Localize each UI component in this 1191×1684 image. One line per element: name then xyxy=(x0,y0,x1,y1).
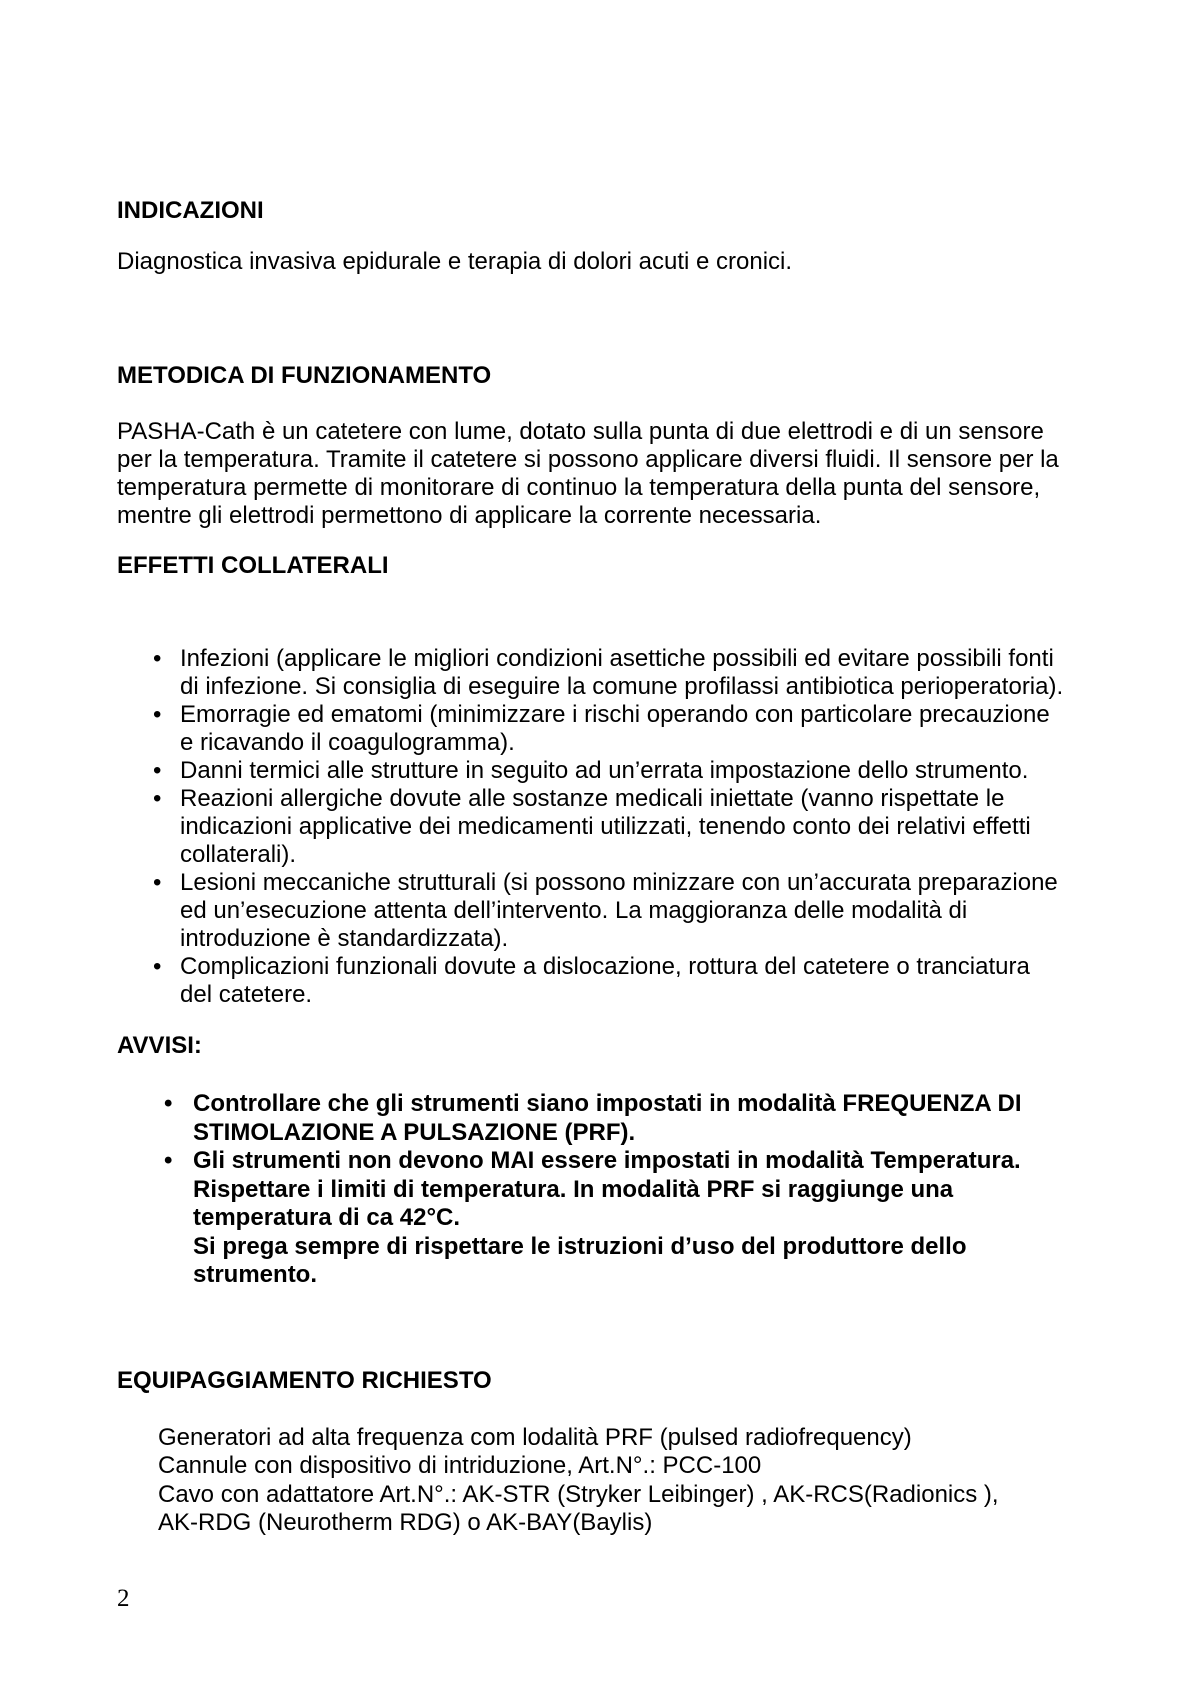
text-line: Emorragie ed ematomi (minimizzare i rischi operando con particolare precauzione xyxy=(180,701,1050,728)
bullet-item xyxy=(117,869,1081,953)
heading-avvisi: AVVISI: xyxy=(117,1032,202,1059)
bullet-item xyxy=(117,1147,1081,1290)
bullet-list-avvisi xyxy=(117,1090,1081,1290)
text-line: temperatura di ca 42°C. xyxy=(193,1204,461,1231)
text-line: Generatori ad alta frequenza com lodalità PRF (pulsed radiofrequency) xyxy=(158,1423,912,1451)
text-line: introduzione è standardizzata). xyxy=(180,925,509,952)
text-line: strumento. xyxy=(193,1261,318,1288)
text-line: Cavo con adattatore Art.N°.: AK-STR (Stryker Leibinger) , AK-RCS(Radionics ), xyxy=(158,1480,999,1508)
text-line: e ricavando il coagulogramma). xyxy=(180,729,515,756)
heading-equipaggiamento: EQUIPAGGIAMENTO RICHIESTO xyxy=(117,1366,492,1394)
page-number: 2 xyxy=(117,1584,130,1612)
text-line: Cannule con dispositivo di intriduzione, Art.N°.: PCC-100 xyxy=(158,1452,762,1479)
text-line: Infezioni (applicare le migliori condizioni asettiche possibili ed evitare possibili fonti xyxy=(180,645,1054,672)
text-line: Lesioni meccaniche strutturali (si possono minizzare con un’accurata preparazione xyxy=(180,869,1058,896)
text-line: Gli strumenti non devono MAI essere impostati in modalità Temperatura. xyxy=(193,1147,1021,1174)
text-line: di infezione. Si consiglia di eseguire la comune profilassi antibiotica perioperatoria). xyxy=(180,673,1064,700)
bullet-icon: • xyxy=(164,1090,173,1117)
bullet-item xyxy=(117,757,1081,785)
heading-metodica: METODICA DI FUNZIONAMENTO xyxy=(117,362,492,389)
bullet-icon: • xyxy=(153,645,162,672)
text-line: collaterali). xyxy=(180,841,297,868)
heading-indicazioni: INDICAZIONI xyxy=(117,197,264,224)
text-line: AK-RDG (Neurotherm RDG) o AK-BAY(Baylis) xyxy=(158,1509,653,1536)
text-line: Si prega sempre di rispettare le istruzioni d’uso del produttore dello xyxy=(193,1232,967,1260)
bullet-list-effetti xyxy=(117,645,1081,1009)
list-equipaggiamento xyxy=(117,1424,1081,1538)
text-line: STIMOLAZIONE A PULSAZIONE (PRF). xyxy=(193,1118,636,1146)
text-line: Reazioni allergiche dovute alle sostanze medicali iniettate (vanno rispettate le xyxy=(180,785,1005,812)
text-line: Danni termici alle strutture in seguito ad un’errata impostazione dello strumento. xyxy=(180,757,1029,784)
section-avvisi xyxy=(117,1032,1081,1290)
bullet-icon: • xyxy=(164,1147,173,1174)
text-line: indicazioni applicative dei medicamenti utilizzati, tenendo conto dei relativi effetti xyxy=(180,813,1031,840)
text-line: del catetere. xyxy=(180,981,313,1008)
bullet-icon: • xyxy=(153,701,162,728)
text-line: Rispettare i limiti di temperatura. In modalità PRF si raggiunge una xyxy=(193,1175,954,1203)
text-line: Controllare che gli strumenti siano impostati in modalità FREQUENZA DI xyxy=(193,1090,1022,1117)
text-line: mentre gli elettrodi permettono di applicare la corrente necessaria. xyxy=(117,502,822,529)
bullet-icon: • xyxy=(153,869,162,896)
bullet-item xyxy=(117,645,1081,701)
section-equipaggiamento xyxy=(117,1367,1081,1538)
text-line: Complicazioni funzionali dovute a dislocazione, rottura del catetere o tranciatura xyxy=(180,953,1030,980)
text-line: temperatura permette di monitorare di continuo la temperatura della punta del sensore, xyxy=(117,474,1041,501)
bullet-icon: • xyxy=(153,953,162,980)
section-indicazioni xyxy=(117,197,1081,276)
paragraph-metodica xyxy=(117,418,1081,530)
bullet-icon: • xyxy=(153,757,162,784)
bullet-item xyxy=(117,785,1081,869)
text-line: Diagnostica invasiva epidurale e terapia di dolori acuti e cronici. xyxy=(117,248,793,275)
section-effetti-collaterali xyxy=(117,552,1081,1009)
text-line: PASHA-Cath è un catetere con lume, dotato sulla punta di due elettrodi e di un sensore xyxy=(117,418,1044,445)
text-line: per la temperatura. Tramite il catetere si possono applicare diversi fluidi. Il sensore per la xyxy=(117,446,1059,473)
bullet-item xyxy=(117,1090,1081,1147)
bullet-item xyxy=(117,953,1081,1009)
bullet-icon: • xyxy=(153,785,162,812)
bullet-item xyxy=(117,701,1081,757)
text-line: ed un’esecuzione attenta dell’intervento. La maggioranza delle modalità di xyxy=(180,897,968,924)
paragraph-indicazioni xyxy=(117,248,1081,276)
heading-effetti-collaterali: EFFETTI COLLATERALI xyxy=(117,552,389,579)
section-metodica xyxy=(117,362,1081,530)
